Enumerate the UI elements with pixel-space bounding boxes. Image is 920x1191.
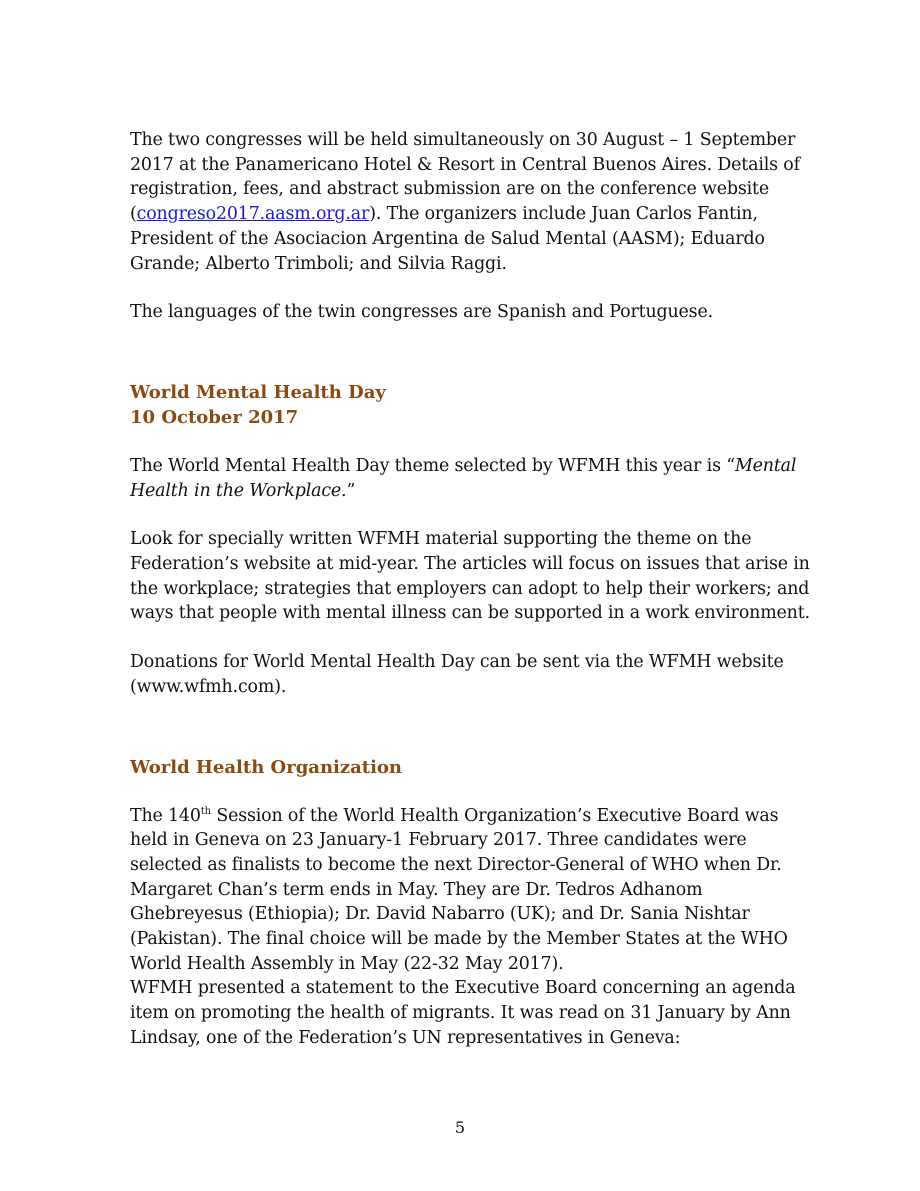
who-heading: World Health Organization (130, 756, 403, 778)
wmhd-heading (130, 380, 810, 430)
wmhd-material-paragraph: Look for specially written WFMH material supporting the theme on the Federation’s website at mid-year. The articles will focus on issues that arise in the workplace; strategies that employers can adopt to help their workers; and ways that people with mental illness can be supported in a work environment. (130, 529, 810, 624)
congress-text-before-link: The two congresses will be held simultaneously on 30 August – 1 September 2017 at the Panamericano Hotel & Resort in Central Buenos Aires. Details of registration, fees, and abstract submission are on the conference website ( (130, 130, 800, 225)
congress-text-after-link: ). The organizers include Juan Carlos Fantin, President of the Asociacion Argentina de Salud Mental (AASM); Eduardo Grande; Alberto Trimboli; and Silvia Raggi. (130, 204, 765, 274)
congress-languages-paragraph: The languages of the twin congresses are Spanish and Portuguese. (130, 302, 713, 323)
who-statement-paragraph: WFMH presented a statement to the Executive Board concerning an agenda item on promoting the health of migrants. It was read on 31 January by Ann Lindsay, one of the Federation’s UN representatives in Geneva: (130, 978, 796, 1048)
wmhd-theme-title: Mental Health in the Workplace. (130, 455, 797, 501)
who-session-ordinal: th (200, 805, 211, 817)
wmhd-theme-after: ” (346, 480, 356, 501)
wmhd-donations-paragraph: Donations for World Mental Health Day can be sent via the WFMH website (www.wfmh.com). (130, 652, 784, 697)
document-page (130, 128, 810, 1051)
page-number: 5 (454, 1118, 466, 1137)
who-session-paragraph (130, 804, 810, 977)
wmhd-heading-title: World Mental Health Day (130, 381, 386, 403)
wmhd-heading-date: 10 October 2017 (130, 406, 299, 428)
congress-website-link[interactable]: congreso2017.aasm.org.ar (136, 204, 370, 225)
who-session-text: Session of the World Health Organization’s Executive Board was held in Geneva on 23 January-1 February 2017. Three candidates were selected as finalists to become the next Director-General of WHO when Dr. Margaret Chan’s term ends in May. They are Dr. Tedros Adhanom Ghebreyesus (Ethiopia); Dr. David Nabarro (UK); and Dr. Sania Nishtar (Pakistan). The final choice will be made by the Member States at the WHO World Health Assembly in May (22-32 May 2017). (130, 805, 788, 974)
wmhd-theme-before: The World Mental Health Day theme selected by WFMH this year is “ (130, 455, 735, 476)
congress-paragraph (130, 128, 810, 276)
who-session-prefix: The 140 (130, 805, 201, 826)
wmhd-theme-paragraph (130, 454, 810, 503)
